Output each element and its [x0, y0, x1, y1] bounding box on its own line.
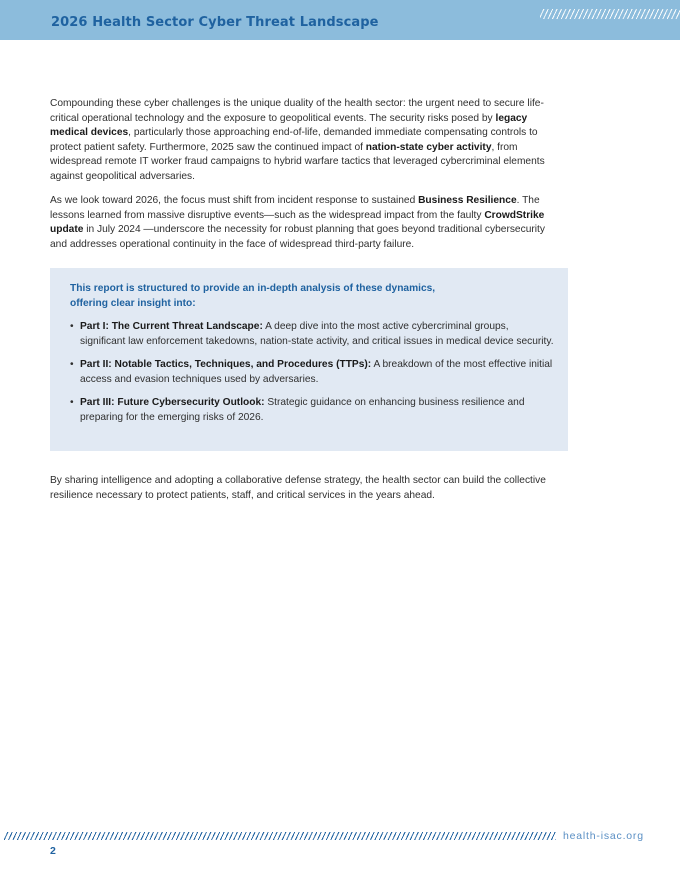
part-1-description: A deep dive into the most active cybercriminal groups, significant law enforcement takedowns, nation-state activity, and critical issues in medical device security.	[80, 321, 554, 347]
resilience-text-3: in July 2024 —underscore the necessity for robust planning that goes beyond traditional cybersecurity and addresses operational continuity in the face of widespread third-party failure.	[50, 224, 545, 250]
part-2-description: A breakdown of the most effective initial access and evasion techniques used by adversaries.	[80, 359, 553, 385]
report-parts-list	[70, 320, 556, 434]
part-3-title: Part III: Future Cybersecurity Outlook:	[80, 397, 265, 408]
part-1-title: Part I: The Current Threat Landscape:	[80, 321, 263, 332]
header-hatch-decoration	[540, 9, 680, 19]
callout-intro: This report is structured to provide an in-depth analysis of these dynamics, offering clear insight into:	[70, 283, 436, 309]
intro-text-1: Compounding these cyber challenges is the unique duality of the health sector: the urgent need to secure life-critical operational technology and the exposure to geopolitical events. The security risks posed by	[50, 98, 544, 124]
list-item-part-3	[70, 396, 556, 425]
closing-paragraph: By sharing intelligence and adopting a collaborative defense strategy, the health sector can build the collective resilience necessary to protect patients, staff, and critical services in the years ahead.	[50, 475, 546, 501]
header-band	[0, 0, 680, 40]
footer-website-link[interactable]: health-isac.org	[563, 830, 644, 842]
resilience-emphasis-business: Business Resilience	[418, 195, 517, 206]
page-number: 2	[50, 845, 56, 857]
intro-text-2: , particularly those approaching end-of-life, demanded immediate compensating controls to protect patient safety. Furthermore, 2025 saw the continued impact of	[50, 127, 538, 153]
intro-text-3: , from widespread remote IT worker fraud campaigns to hybrid warfare tactics that leveraged cybercriminal elements against geopolitical adversaries.	[50, 141, 545, 182]
report-structure-callout	[50, 268, 568, 451]
resilience-paragraph	[50, 194, 560, 252]
resilience-emphasis-crowdstrike: CrowdStrike update	[50, 209, 545, 235]
part-3-description: Strategic guidance on enhancing business resilience and preparing for the emerging risks of 2026.	[80, 397, 525, 423]
resilience-text-1: As we look toward 2026, the focus must shift from incident response to sustained	[50, 195, 419, 206]
footer-hatch-decoration	[4, 832, 556, 840]
intro-emphasis-nation-state: nation-state cyber activity	[365, 141, 492, 153]
list-item-part-1	[70, 320, 556, 349]
resilience-text-2: . The lessons learned from massive disruptive events—such as the widespread impact from the faulty	[50, 195, 540, 221]
document-title: 2026 Health Sector Cyber Threat Landscape	[51, 15, 379, 30]
list-item-part-2	[70, 358, 556, 387]
intro-paragraph	[50, 97, 560, 184]
part-2-title: Part II: Notable Tactics, Techniques, and Procedures (TTPs):	[80, 359, 372, 370]
intro-emphasis-legacy-devices: legacy medical devices	[50, 112, 528, 138]
